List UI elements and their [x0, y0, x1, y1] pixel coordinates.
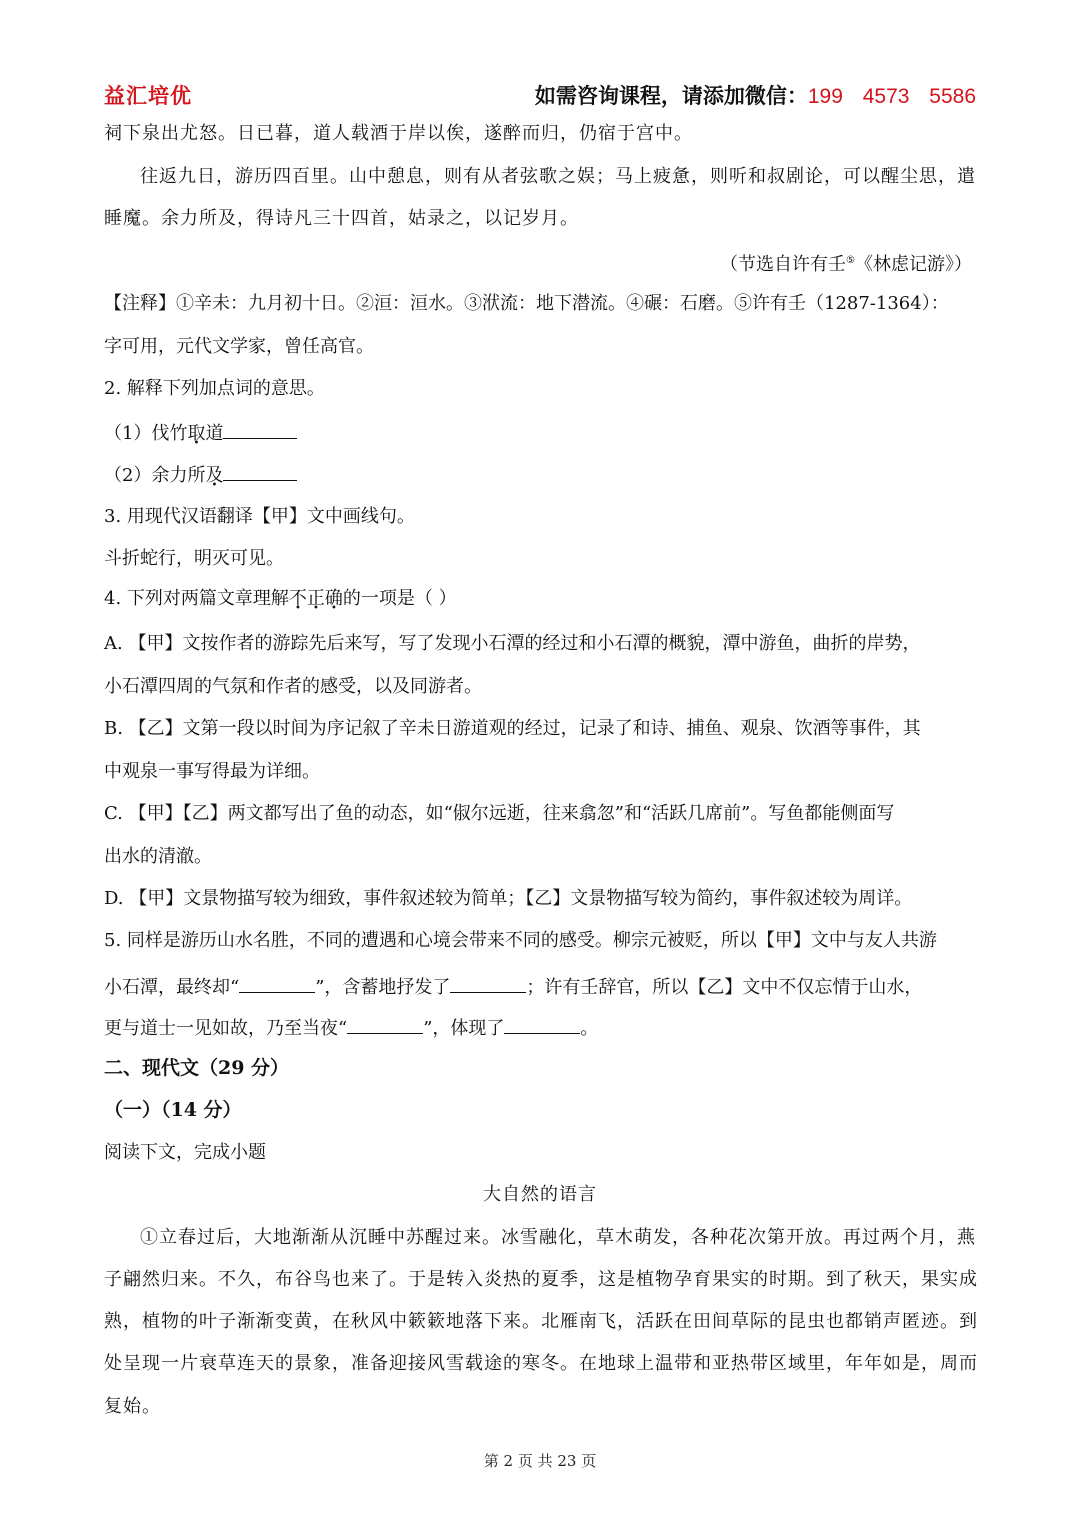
dotted-char: 不 — [288, 588, 307, 609]
q5-text: ”，体现了 — [423, 1018, 505, 1039]
q2-item2-text: （2）余力所 — [104, 465, 206, 486]
q5-text: 更与道士一见如故，乃至当夜“ — [104, 1018, 348, 1039]
q4-option-c-cont: 出水的清澈。 — [104, 846, 212, 867]
article-title: 大自然的语言 — [483, 1184, 597, 1205]
section-title: 二、现代文（29 分） — [104, 1057, 290, 1079]
q4-stem-end: 的一项是（ ） — [342, 588, 457, 609]
q5-text: ”，含蓄地抒发了 — [315, 977, 451, 998]
q3-stem: 3. 用现代汉语翻译【甲】文中画线句。 — [104, 506, 415, 527]
q2-item1-text-end: 道 — [205, 423, 224, 444]
q3-sentence: 斗折蛇行，明灭可见。 — [104, 548, 284, 569]
article-line: 熟，植物的叶子渐渐变黄，在秋风中簌簌地落下来。北雁南飞，活跃在田间草际的昆虫也都销声匿迹。到 — [104, 1311, 978, 1332]
reading-instruction: 阅读下文，完成小题 — [104, 1142, 266, 1163]
dotted-char: 取 — [187, 423, 206, 444]
article-line: 处呈现一片衰草连天的景象，准备迎接风雪载途的寒冬。在地球上温带和亚热带区域里，年年如是，周而 — [104, 1353, 978, 1374]
wechat-phone: 199 4573 5586 — [807, 85, 976, 108]
answer-blank[interactable] — [504, 1013, 580, 1034]
notes-line: 字可用，元代文学家，曾任高官。 — [104, 336, 374, 357]
q2-item-1 — [104, 418, 976, 446]
answer-blank[interactable] — [223, 418, 297, 439]
answer-blank[interactable] — [223, 460, 297, 481]
dotted-char: 正 — [306, 588, 325, 609]
q5-text: 小石潭，最终却“ — [104, 977, 240, 998]
article-line: 复始。 — [104, 1396, 161, 1417]
q5-stem: 5. 同样是游历山水名胜，不同的遭遇和心境会带来不同的感受。柳宗元被贬，所以【甲】文中与友人共游 — [104, 930, 937, 951]
contact-info — [535, 80, 976, 110]
page-number: 第 2 页 共 23 页 — [483, 1452, 597, 1470]
q5-text: ；许有壬辞官，所以【乙】文中不仅忘情于山水， — [526, 977, 923, 998]
dotted-char: 确 — [324, 588, 343, 609]
passage-line: 祠下泉出尤怒。日已暮，道人载酒于岸以俟，遂醉而归，仍宿于宫中。 — [104, 123, 693, 144]
source-title: 《林虑记游》） — [855, 254, 972, 275]
subsection-title: （一）（14 分） — [104, 1099, 242, 1121]
q4-option-b-cont: 中观泉一事写得最为详细。 — [104, 761, 320, 782]
q4-option-b[interactable]: B. 【乙】文第一段以时间为序记叙了辛未日游道观的经过，记录了和诗、捕鱼、观泉、饮酒等事件，其 — [104, 718, 921, 739]
passage-line: 睡魔。余力所及，得诗凡三十四首，姑录之，以记岁月。 — [104, 208, 579, 229]
source-sup: ⑤ — [846, 255, 855, 266]
article-line: ①立春过后，大地渐渐从沉睡中苏醒过来。冰雪融化，草木萌发，各种花次第开放。再过两个月，燕 — [140, 1227, 976, 1248]
q4-option-a[interactable]: A. 【甲】文按作者的游踪先后来写，写了发现小石潭的经过和小石潭的概貌，潭中游鱼，曲折的岸势， — [104, 633, 921, 654]
q5-line-2 — [104, 972, 976, 1000]
brand-name: 益汇培优 — [104, 83, 192, 108]
contact-prefix: 如需咨询课程，请添加微信： — [534, 83, 808, 108]
q5-line-3 — [104, 1013, 976, 1041]
article-line: 子翩然归来。不久，布谷鸟也来了。于是转入炎热的夏季，这是植物孕育果实的时期。到了秋天，果实成 — [104, 1269, 978, 1290]
q2-stem: 2. 解释下列加点词的意思。 — [104, 378, 325, 399]
passage-source — [720, 249, 972, 277]
q4-option-a-cont: 小石潭四周的气氛和作者的感受，以及同游者。 — [104, 676, 482, 697]
q2-item-2 — [104, 460, 976, 488]
answer-blank[interactable] — [239, 972, 315, 993]
q4-stem — [104, 587, 976, 611]
answer-blank[interactable] — [450, 972, 526, 993]
q4-option-c[interactable]: C. 【甲】【乙】两文都写出了鱼的动态，如“俶尔远逝，往来翕忽”和“活跃几席前”。写鱼都能侧面写 — [104, 803, 895, 824]
source-prefix: （节选自许有壬 — [720, 254, 847, 275]
q4-option-d[interactable]: D. 【甲】文景物描写较为细致，事件叙述较为简单；【乙】文景物描写较为简约，事件叙述较为周详。 — [104, 888, 913, 909]
q2-item1-text: （1）伐竹 — [104, 423, 188, 444]
q5-text: 。 — [580, 1018, 599, 1039]
answer-blank[interactable] — [347, 1013, 423, 1034]
passage-line: 往返九日，游历四百里。山中憩息，则有从者弦歌之娱；马上疲惫，则听和叔剧论，可以醒尘思，遣 — [140, 166, 976, 187]
notes-line: 【注释】①辛未：九月初十日。②洹：洹水。③洑流：地下潜流。④碾：石磨。⑤许有壬（1287-1364）： — [104, 293, 949, 314]
q4-stem-text: 4. 下列对两篇文章理解 — [104, 588, 289, 609]
dotted-char: 及 — [205, 465, 224, 486]
